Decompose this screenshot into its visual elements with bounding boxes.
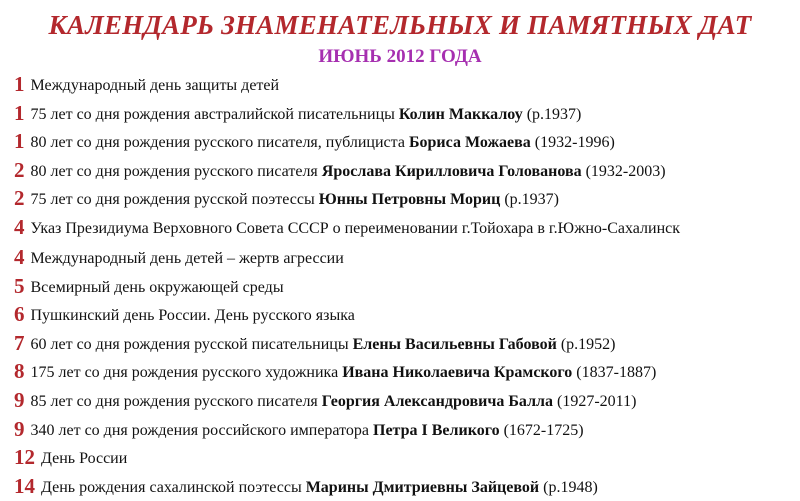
entry-day: 6 (14, 302, 25, 327)
date-entry (14, 330, 794, 359)
entry-text: Международный день детей – жертв агрессии (30, 249, 344, 267)
entry-person-name: Бориса Можаева (408, 134, 531, 152)
entry-day: 12 (14, 445, 35, 470)
entry-person-name: Ярослава Кирилловича Голованова (321, 162, 582, 180)
date-entry (14, 473, 794, 501)
entry-text: 80 лет со дня рождения русского писателя (30, 162, 322, 180)
entry-years: (р.1952) (556, 335, 616, 353)
date-list (14, 71, 794, 501)
entry-person-name: Юнны Петровны Мориц (318, 191, 501, 209)
date-entry (14, 185, 794, 214)
entry-years: (1672-1725) (499, 421, 584, 439)
entry-years: (р.1948) (539, 478, 598, 496)
entry-text: 75 лет со дня рождения русской поэтессы (30, 191, 319, 209)
date-entry (14, 157, 794, 186)
date-entry (14, 71, 794, 100)
entry-text: 175 лет со дня рождения русского художника (30, 364, 343, 382)
entry-text: День рождения сахалинской поэтессы (41, 478, 306, 496)
entry-day: 5 (14, 273, 25, 298)
entry-years: (1932-1996) (530, 134, 615, 152)
entry-person-name: Георгия Александровича Балла (321, 392, 554, 410)
date-entry (14, 273, 794, 302)
date-entry (14, 214, 794, 244)
date-entry (14, 444, 794, 473)
entry-day: 2 (14, 186, 25, 211)
entry-day: 1 (14, 129, 25, 154)
entry-text: Указ Президиума Верховного Совета СССР о переименовании г.Тойохара в г.Южно-Сахалинск (30, 219, 681, 237)
entry-years: (р.1937) (500, 191, 559, 209)
date-entry (14, 100, 794, 129)
entry-text: Всемирный день окружающей среды (30, 278, 284, 296)
date-entry (14, 128, 794, 157)
entry-day: 9 (14, 387, 25, 412)
entry-years: (1932-2003) (581, 162, 666, 180)
entry-day: 1 (14, 72, 25, 96)
entry-text: День России (41, 450, 128, 468)
entry-text: Международный день защиты детей (30, 77, 280, 94)
date-entry (14, 301, 794, 330)
page-title: КАЛЕНДАРЬ ЗНАМЕНАТЕЛЬНЫХ И ПАМЯТНЫХ ДАТ (48, 10, 752, 40)
date-entry (14, 387, 794, 416)
page-subtitle: ИЮНЬ 2012 ГОДА (318, 46, 482, 67)
entry-text: 85 лет со дня рождения русского писателя (30, 392, 322, 410)
entry-person-name: Елены Васильевны Габовой (352, 335, 557, 353)
entry-person-name: Петра I Великого (373, 421, 500, 439)
entry-day: 8 (14, 359, 25, 384)
entry-day: 14 (14, 473, 35, 498)
date-entry (14, 416, 794, 445)
entry-text: 75 лет со дня рождения австралийской писательницы (30, 105, 399, 123)
date-entry (14, 244, 794, 273)
entry-day: 4 (14, 214, 25, 239)
entry-text: Пушкинский день России. День русского языка (30, 307, 355, 325)
entry-person-name: Колин Маккалоу (398, 105, 523, 123)
entry-person-name: Ивана Николаевича Крамского (342, 364, 573, 382)
date-entry (14, 358, 794, 387)
entry-text: 80 лет со дня рождения русского писателя, публициста (30, 134, 409, 152)
entry-day: 1 (14, 100, 25, 125)
entry-text: 340 лет со дня рождения российского императора (30, 421, 373, 439)
entry-years: (1837-1887) (572, 364, 657, 382)
entry-person-name: Марины Дмитриевны Зайцевой (305, 478, 540, 496)
entry-years: (1927-2011) (553, 392, 637, 410)
entry-day: 7 (14, 330, 25, 355)
entry-day: 9 (14, 416, 25, 441)
entry-day: 2 (14, 157, 25, 182)
entry-text: 60 лет со дня рождения русской писательницы (30, 335, 353, 353)
entry-years: (р.1937) (522, 105, 582, 123)
entry-day: 4 (14, 244, 25, 269)
